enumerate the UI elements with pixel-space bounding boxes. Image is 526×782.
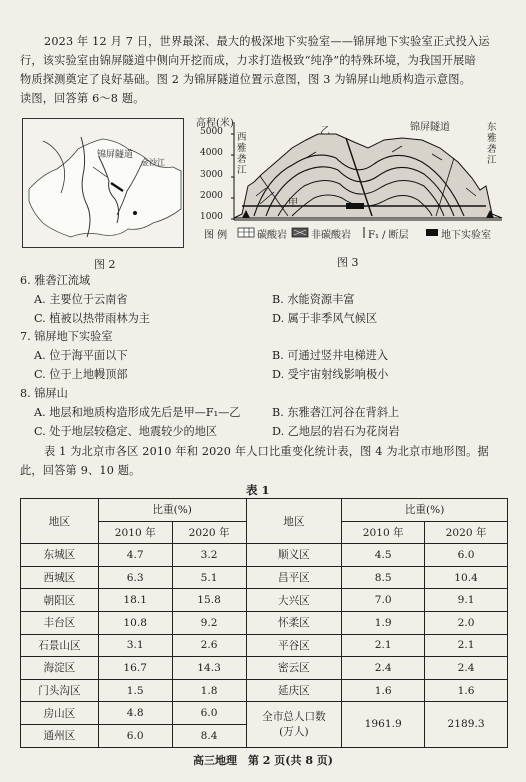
- q6-option-a: A. 主要位于云南省: [34, 293, 128, 306]
- value-2010-cell: 18.1: [98, 589, 172, 612]
- intro-line-3: 物质探测奠定了良好基础。图 2 为锦屏隧道位置示意图，图 3 为锦屏山地质构造示意图。: [20, 73, 471, 86]
- table-row: [21, 611, 508, 634]
- value-2020-cell: 2.4: [425, 657, 508, 680]
- axis-elevation-label: 高程(米): [196, 118, 234, 129]
- table-row: [21, 544, 508, 567]
- value-2020-cell: 5.1: [172, 566, 246, 589]
- region-cell: 房山区: [21, 702, 99, 725]
- region-cell: 密云区: [246, 657, 342, 680]
- value-2010-cell: 7.0: [342, 589, 425, 612]
- value-2010-cell: 3.1: [98, 634, 172, 657]
- q7-option-c: C. 位于上地幔顶部: [34, 368, 128, 381]
- header-region-right: 地区: [246, 499, 342, 544]
- q6-option-c: C. 植被以热带雨林为主: [34, 312, 150, 325]
- page-footer: 高三地理 第 2 页(共 8 页): [192, 754, 334, 767]
- value-2010-cell: 6.0: [98, 724, 172, 747]
- region-cell: 延庆区: [246, 679, 342, 702]
- value-2020-cell: 15.8: [172, 589, 246, 612]
- value-2010-cell: 8.5: [342, 566, 425, 589]
- total-2020-cell: 2189.3: [425, 702, 508, 747]
- population-ratio-table: [20, 498, 508, 748]
- header-region-left: 地区: [21, 499, 99, 544]
- q8-option-d: D. 乙地层的岩石为花岗岩: [272, 425, 400, 438]
- figure-2-caption: 图 2: [94, 258, 116, 271]
- table-row: [21, 634, 508, 657]
- region-cell: 朝阳区: [21, 589, 99, 612]
- region-cell: 大兴区: [246, 589, 342, 612]
- region-cell: 平谷区: [246, 634, 342, 657]
- header-2010-left: 2010 年: [98, 521, 172, 544]
- header-2020-left: 2020 年: [172, 521, 246, 544]
- tick-3000: 3000: [200, 170, 223, 180]
- region-cell: 东城区: [21, 544, 99, 567]
- header-ratio-right: 比重(%): [342, 499, 508, 522]
- label-jinping-tunnel: 锦屏隧道: [410, 122, 450, 133]
- q7-option-a: A. 位于海平面以下: [34, 349, 128, 362]
- figure-3-caption: 图 3: [337, 256, 359, 269]
- tick-1000: 1000: [200, 212, 223, 222]
- value-2020-cell: 9.1: [425, 589, 508, 612]
- table-1-title: 表 1: [246, 483, 270, 497]
- value-2010-cell: 4.5: [342, 544, 425, 567]
- map-drawing: [23, 119, 183, 247]
- region-cell: 西城区: [21, 566, 99, 589]
- q8-option-a: A. 地层和地质构造形成先后是甲—F₁—乙: [34, 406, 241, 419]
- region-cell: 通州区: [21, 724, 99, 747]
- value-2020-cell: 8.4: [172, 724, 246, 747]
- legend-title: 图 例: [204, 230, 228, 241]
- q8-option-b: B. 东雅砻江河谷在背斜上: [272, 406, 400, 419]
- q7-option-b: B. 可通过竖井电梯进入: [272, 349, 389, 362]
- map-label-tunnel: 锦屏隧道: [97, 150, 134, 160]
- value-2020-cell: 10.4: [425, 566, 508, 589]
- value-2010-cell: 6.3: [98, 566, 172, 589]
- header-2010-right: 2010 年: [342, 521, 425, 544]
- legend-carbonate: 碳酸岩: [257, 230, 287, 241]
- tick-2000: 2000: [200, 191, 223, 201]
- value-2020-cell: 1.6: [425, 679, 508, 702]
- value-2010-cell: 1.6: [342, 679, 425, 702]
- region-cell: 怀柔区: [246, 611, 342, 634]
- value-2020-cell: 6.0: [425, 544, 508, 567]
- value-2010-cell: 10.8: [98, 611, 172, 634]
- tick-4000: 4000: [200, 148, 223, 158]
- region-cell: 顺义区: [246, 544, 342, 567]
- label-jia: 甲: [288, 198, 298, 209]
- q7-option-d: D. 受宇宙射线影响极小: [272, 368, 389, 381]
- value-2020-cell: 3.2: [172, 544, 246, 567]
- total-population-label: [246, 702, 342, 747]
- label-west-yalong: 西雅砻江: [237, 132, 247, 176]
- value-2010-cell: 4.7: [98, 544, 172, 567]
- value-2020-cell: 2.1: [425, 634, 508, 657]
- value-2010-cell: 2.4: [342, 657, 425, 680]
- q6-option-d: D. 属于非季风气候区: [272, 312, 378, 325]
- region-cell: 门头沟区: [21, 679, 99, 702]
- value-2010-cell: 4.8: [98, 702, 172, 725]
- geology-cross-section: [196, 118, 506, 244]
- header-2020-right: 2020 年: [425, 521, 508, 544]
- value-2010-cell: 16.7: [98, 657, 172, 680]
- value-2020-cell: 1.8: [172, 679, 246, 702]
- region-cell: 海淀区: [21, 657, 99, 680]
- region-cell: 石景山区: [21, 634, 99, 657]
- intro2-line-1: 表 1 为北京市各区 2010 年和 2020 年人口比重变化统计表，图 4 为北京市地形图。据: [44, 445, 489, 458]
- region-cell: 昌平区: [246, 566, 342, 589]
- total-label-line-1: 全市总人口数: [262, 711, 326, 724]
- total-2010-cell: 1961.9: [342, 702, 425, 747]
- intro-line-2: 行，该实验室由锦屏隧道中侧向开挖而成，力求打造极致“纯净”的特殊环境，为我国开展暗: [20, 54, 476, 67]
- legend-non-carbonate: 非碳酸岩: [311, 230, 351, 241]
- question-6-stem: 6. 雅砻江流域: [20, 274, 91, 287]
- question-7-stem: 7. 锦屏地下实验室: [20, 330, 113, 343]
- value-2010-cell: 2.1: [342, 634, 425, 657]
- label-yi: 乙: [320, 126, 330, 137]
- tick-5000: 5000: [200, 127, 223, 137]
- table-row: [21, 679, 508, 702]
- table-header-row: [21, 499, 508, 522]
- q6-option-b: B. 水能资源丰富: [272, 293, 355, 306]
- intro-line-4: 读图，回答第 6～8 题。: [20, 92, 145, 105]
- value-2020-cell: 2.6: [172, 634, 246, 657]
- value-2010-cell: 1.9: [342, 611, 425, 634]
- legend-lab: 地下实验室: [441, 230, 491, 241]
- question-8-stem: 8. 锦屏山: [20, 387, 68, 400]
- tunnel-location-map: [22, 118, 184, 248]
- map-label-river: 金沙江: [141, 158, 165, 167]
- value-2020-cell: 2.0: [425, 611, 508, 634]
- q8-option-c: C. 处于地层较稳定、地震较少的地区: [34, 425, 218, 438]
- label-east-yalong: 东雅砻江: [487, 122, 497, 166]
- table-row: [21, 589, 508, 612]
- value-2020-cell: 9.2: [172, 611, 246, 634]
- legend-fault: F₁ / 断层: [368, 230, 409, 241]
- value-2020-cell: 6.0: [172, 702, 246, 725]
- intro2-line-2: 此，回答第 9、10 题。: [20, 464, 141, 477]
- value-2010-cell: 1.5: [98, 679, 172, 702]
- value-2020-cell: 14.3: [172, 657, 246, 680]
- total-label-line-2: (万人): [279, 726, 309, 739]
- intro-line-1: 2023 年 12 月 7 日，世界最深、最大的极深地下实验室——锦屏地下实验室正式投入运: [44, 35, 490, 48]
- table-row: [21, 657, 508, 680]
- header-ratio-left: 比重(%): [98, 499, 246, 522]
- table-row: [21, 566, 508, 589]
- region-cell: 丰台区: [21, 611, 99, 634]
- table-row: [21, 702, 508, 725]
